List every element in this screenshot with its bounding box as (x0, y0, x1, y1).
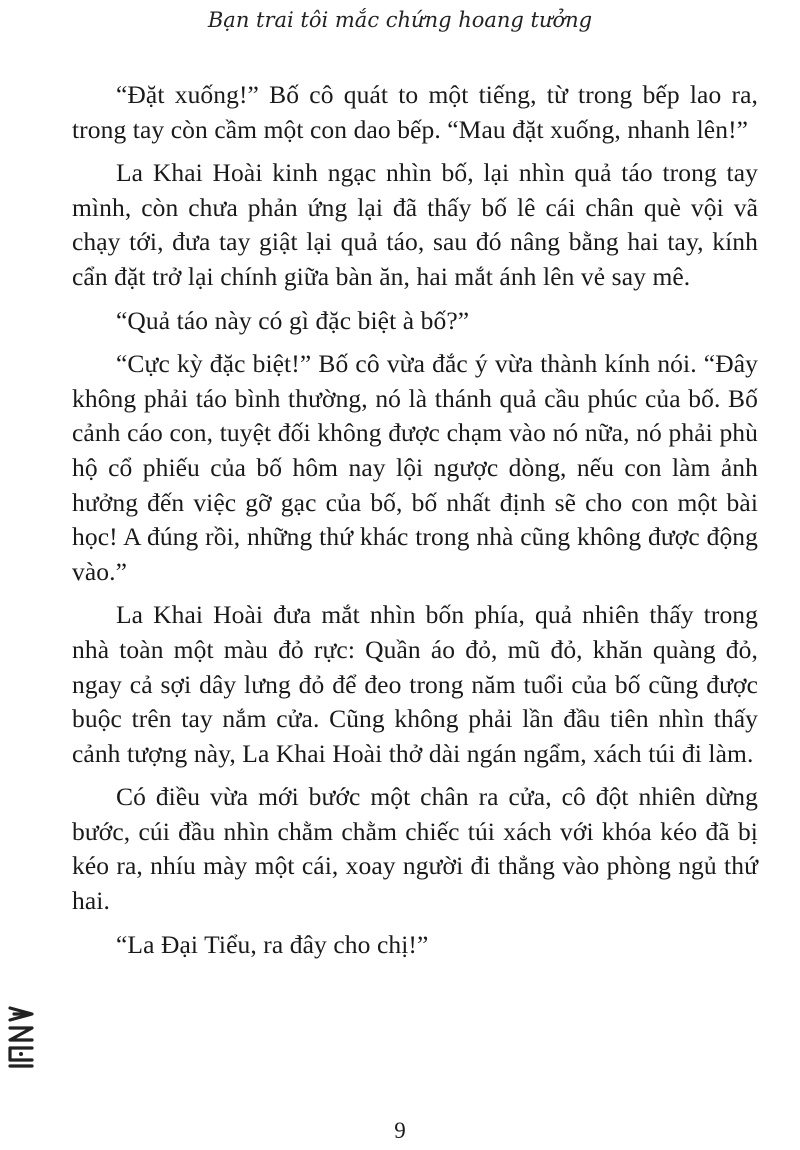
paragraph: “La Đại Tiểu, ra đây cho chị!” (116, 929, 429, 959)
az-logo-icon (4, 1000, 38, 1072)
page-body (72, 78, 758, 971)
az-logo-icon (4, 1000, 38, 1072)
paragraph: Có điều vừa mới bước một chân ra cửa, cô đột nhiên dừng bước, cúi đầu nhìn chằm chằm chiếc túi xách với khóa kéo đã bị kéo ra, nhíu mày một cái, xoay người đi thẳng vào phòng ngủ thứ hai. (72, 782, 758, 916)
paragraph: “Đặt xuống!” Bố cô quát to một tiếng, từ trong bếp lao ra, trong tay còn cầm một con dao bếp. “Mau đặt xuống, nhanh lên!” (72, 80, 758, 144)
paragraph: “Quả táo này có gì đặc biệt à bố?” (116, 305, 470, 335)
running-header: Bạn trai tôi mắc chứng hoang tưởng (207, 8, 593, 32)
page-number: 9 (394, 1118, 406, 1143)
paragraph: La Khai Hoài kinh ngạc nhìn bố, lại nhìn quả táo trong tay mình, còn chưa phản ứng lại đã thấy bố lê cái chân què vội vã chạy tới, đưa tay giật lại quả táo, sau đó nâng bằng hai tay, kính cẩn đặt trở lại chính giữa bàn ăn, hai mắt ánh lên vẻ say mê. (72, 158, 758, 291)
paragraph: “Cực kỳ đặc biệt!” Bố cô vừa đắc ý vừa thành kính nói. “Đây không phải táo bình thường, nó là thánh quả cầu phúc của bố. Bố cảnh cáo con, tuyệt đối không được chạm vào nó nữa, nó phải phù hộ cổ phiếu của bố hôm nay lội ngược dòng, nếu con làm ảnh hưởng đến việc gỡ gạc của bố, bố nhất định sẽ cho con một bài học! A đúng rồi, những thứ khác trong nhà cũng không được động vào.” (72, 349, 758, 586)
paragraph: La Khai Hoài đưa mắt nhìn bốn phía, quả nhiên thấy trong nhà toàn một màu đỏ rực: Quần áo đỏ, mũ đỏ, khăn quàng đỏ, ngay cả sợi dây lưng đỏ để đeo trong năm tuổi của bố cũng được buộc trên tay nắm cửa. Cũng không phải lần đầu tiên nhìn thấy cảnh tượng này, La Khai Hoài thở dài ngán ngẩm, xách túi đi làm. (72, 600, 758, 768)
